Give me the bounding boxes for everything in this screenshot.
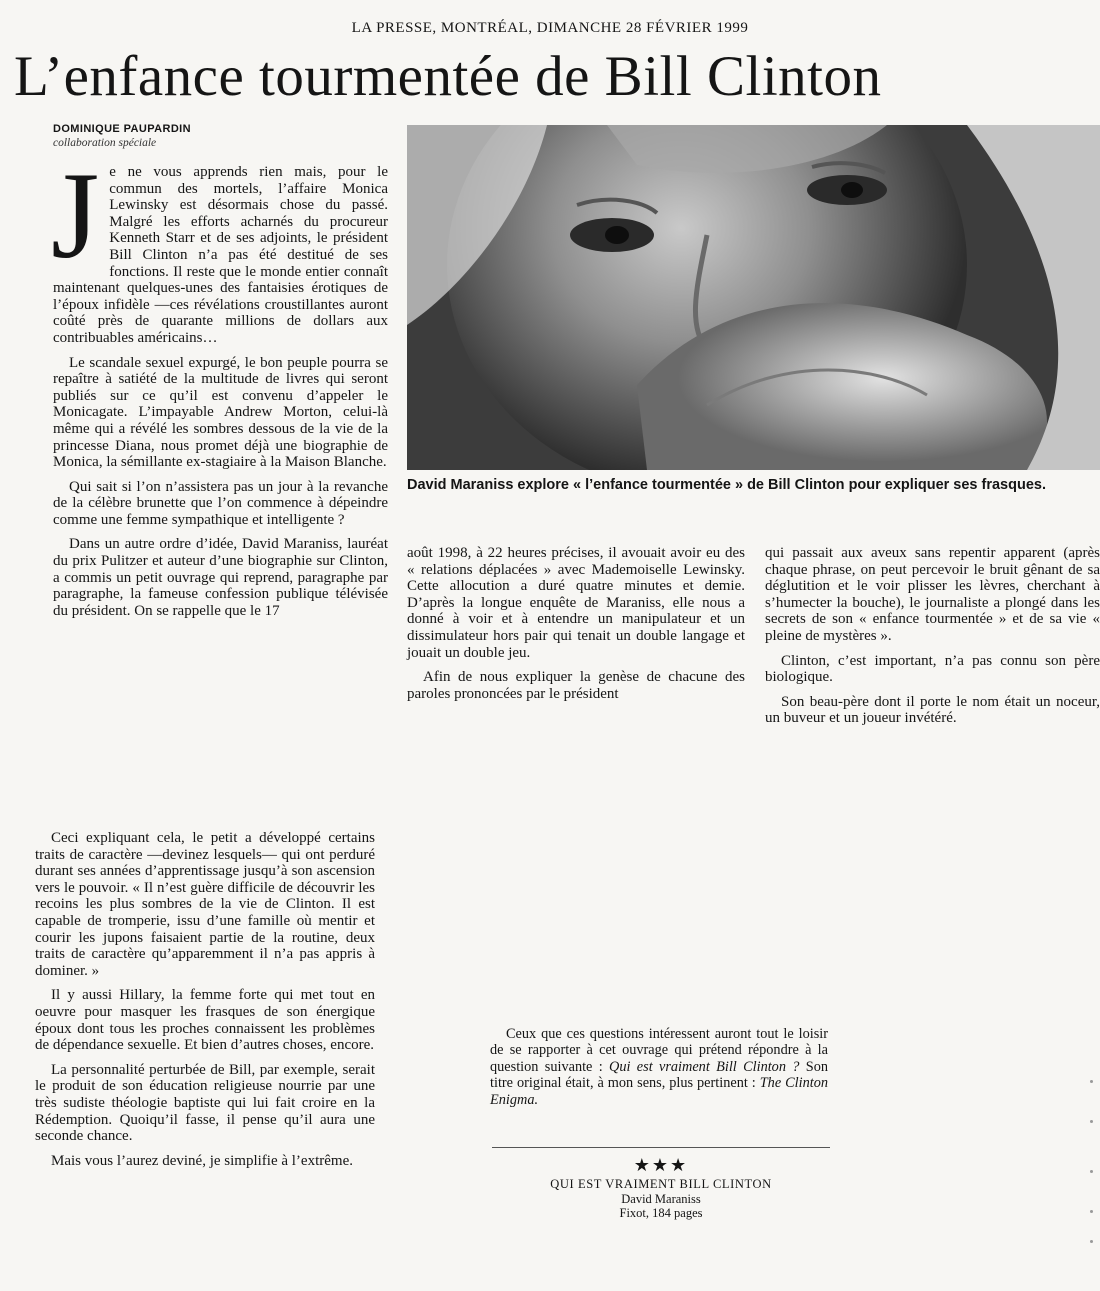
print-speck [1090,1080,1093,1083]
article-column-left [51,147,388,627]
print-speck [1090,1170,1093,1173]
divider [492,1147,830,1148]
photo-caption: David Maraniss explore « l’enfance tourmentée » de Bill Clinton pour expliquer ses frasques. [407,477,1046,493]
byline-author: DOMINIQUE PAUPARDIN [53,123,191,135]
question-title: Qui est vraiment Bill Clinton ? [609,1058,800,1075]
paragraph: août 1998, à 22 heures précises, il avouait avoir eu des « relations déplacées » avec Mademoiselle Lewinsky. Cette allocution a duré quatre minutes et demie. D’après la longue enquête de Maraniss, elle nous a donné à voir et à entendre un manipulateur et un dissimulateur hors pair qui tenait un double langage et jouait un double jeu. [407,545,745,661]
article-column-middle [407,545,745,710]
paragraph: Son beau-père dont il porte le nom était un noceur, un buveur et un joueur invétéré. [765,693,1100,727]
headline: L’enfance tourmentée de Bill Clinton [14,45,882,108]
print-speck [1090,1120,1093,1123]
paragraph: Le scandale sexuel expurgé, le bon peuple pourra se repaître à satiété de la multitude de livres qui seront publiés sur ce qu’il est convenu d’appeler le Monicagate. L’impayable Andrew Morton, celui-là même qui a révélé les sombres dessous de la vie de la princesse Diana, nous promet déjà une biographie de Monica, la sémillante ex-stagiaire à la Maison Blanche. [53,354,388,471]
paragraph: Mais vous l’aurez deviné, je simplifie à l’extrême. [51,1152,353,1169]
paragraph: Qui sait si l’on n’assistera pas un jour à la revanche de la célèbre brunette que l’on commence à dépeindre comme une femme sympathique et intelligente ? [53,478,388,528]
review-box [490,1026,828,1108]
portrait-photo-icon [407,125,1100,470]
paragraph: qui passait aux aveux sans repentir apparent (après chaque phrase, on peut percevoir le bruit gênant de sa déglutition et le voir plisser les lèvres, cherchant à s’humecter la bouche), le journaliste a plongé dans les secrets de son « enfance tourmentée » et de sa vie « pleine de mystères ». [765,545,1100,644]
paragraph: Clinton, c’est important, n’a pas connu son père biologique. [765,652,1100,686]
dateline: LA PRESSE, MONTRÉAL, DIMANCHE 28 FÉVRIER 1999 [351,20,749,36]
lead-paragraph [51,147,388,347]
print-speck [1090,1240,1093,1243]
portrait-photo [407,125,1100,470]
print-speck [1090,1210,1093,1213]
book-title: QUI EST VRAIMENT BILL CLINTON [550,1177,772,1191]
book-publisher: Fixot, 184 pages [619,1206,703,1220]
paragraph: Dans un autre ordre d’idée, David Maraniss, lauréat du prix Pulitzer et auteur d’une biographie sur Clinton, a commis un petit ouvrage qui reprend, paragraphe par paragraphe, la fameuse confession publique télévisée du président. On se rappelle que le 17 [53,536,388,619]
article-column-bottom [35,830,375,1177]
article-column-right [765,545,1100,775]
paragraph: Il y aussi Hillary, la femme forte qui met tout en oeuvre pour masquer les frasques de son énergique époux dont tous les proches connaissent les problèmes de dépendance sexuelle. Et bien d’autres choses, encore. [35,987,375,1054]
rating-stars: ★★★ [633,1155,689,1175]
byline-role: collaboration spéciale [53,137,157,149]
review-text: Ceux que ces questions intéressent auront tout le loisir de se rapporter à cet ouvrage qui prétend répondre à la question suivante : Qui est vraiment Bill Clinton ? Son titre original était, à mon sens, plus pertinent : The Clinton Enigma. [490,1026,829,1108]
paragraph: La personnalité perturbée de Bill, par exemple, serait le produit de son éducation religieuse nourrie par une très sudiste théologie baptiste qui lui fait croire en la Rédemption. Quoiqu’il fasse, il pense qu’il aura une seconde chance. [35,1061,375,1145]
paragraph: Ceci expliquant cela, le petit a développé certains traits de caractère —devinez lesquels— qui ont perduré durant ses années d’apprentissage jusqu’à son ascension vers le pouvoir. « Il n’est guère difficile de découvrir les recoins les plus sombres de la vie de Clinton. Il est capable de tromperie, issu d’une famille où mentir et courir les jupons faisaient partie de la routine, deux traits de caractère qu’apparemment il n’a pas appris à dominer. » [35,830,375,979]
original-title: The Clinton Enigma. [490,1075,829,1108]
drop-cap: J [51,147,100,284]
paragraph: Afin de nous expliquer la genèse de chacune des paroles prononcées par le président [407,669,745,702]
paragraph-text: e ne vous apprends rien mais, pour le commun des mortels, l’affaire Monica Lewinsky est désormais chose du passé. Malgré les efforts acharnés du procureur Kenneth Starr et de ses adjoints, le président Bill Clinton n’a pas été destitué de ses fonctions. Il reste que le monde entier connaît maintenant quelques-unes des fantaisies érotiques de l’époux infidèle —ces révélations croustillantes auront coûté près de quarante millions de dollars aux contribuables américains… [53,164,388,346]
book-author: David Maraniss [621,1192,701,1206]
